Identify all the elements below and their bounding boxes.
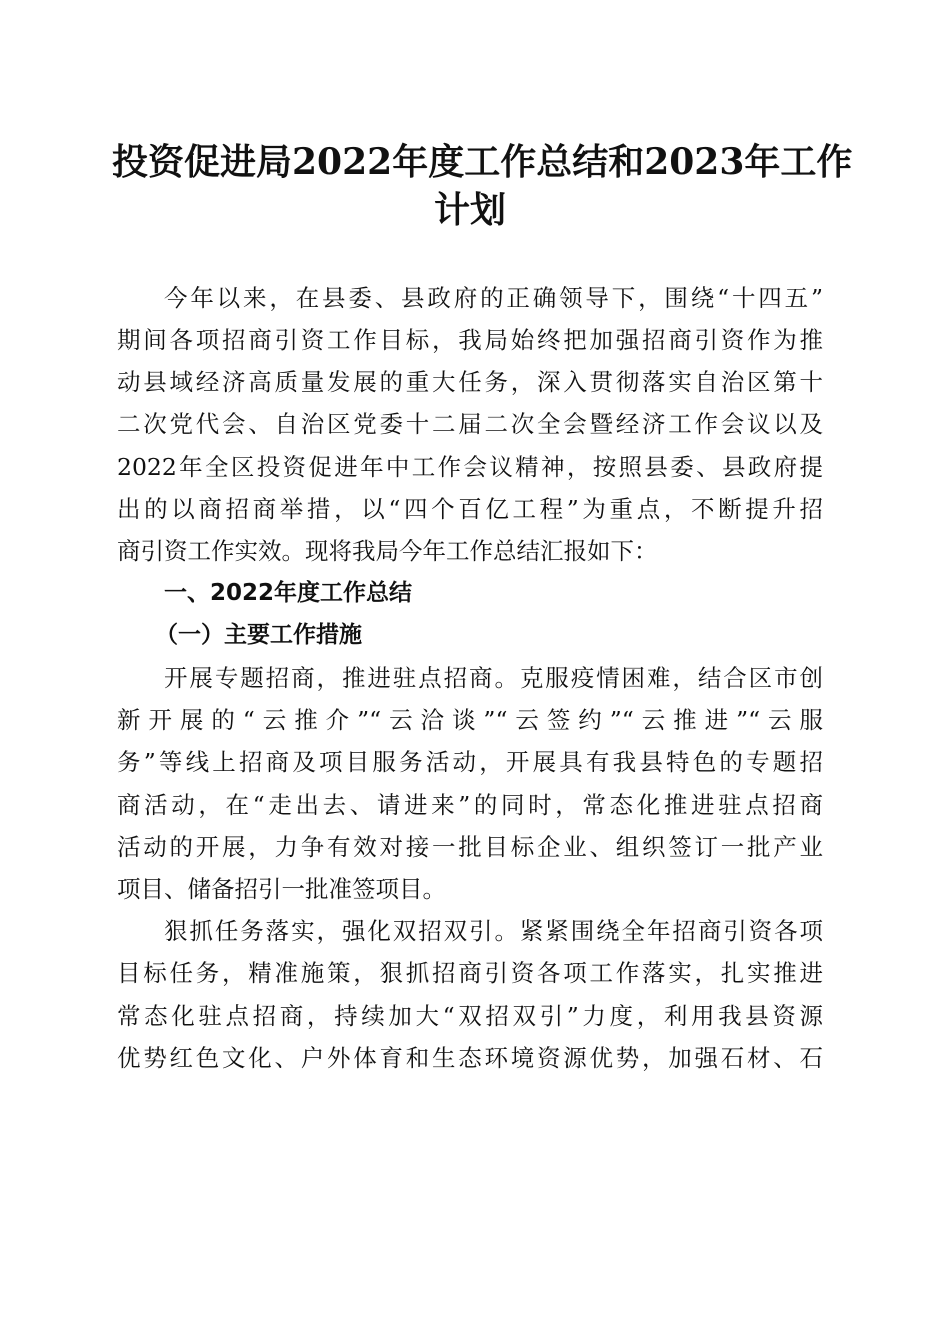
intro-line: 期间各项招商引资工作目标，我局始终把加强招商引资作为推 [117, 326, 823, 354]
paragraph-line: 常态化驻点招商，持续加大“双招双引”力度，利用我县资源 [117, 1002, 823, 1030]
document-title-line-1: 投资促进局2022年度工作总结和2023年工作 [112, 141, 853, 183]
paragraph-line: 目标任务，精准施策，狠抓招商引资各项工作落实，扎实推进 [117, 959, 823, 987]
intro-line: 今年以来，在县委、县政府的正确领导下，围绕“十四五” [164, 284, 823, 312]
paragraph-line: 开展专题招商，推进驻点招商。克服疫情困难，结合区市创 [164, 664, 823, 692]
paragraph-line: 优势红色文化、户外体育和生态环境资源优势，加强石材、石 [117, 1044, 823, 1072]
intro-line: 商引资工作实效。现将我局今年工作总结汇报如下： [117, 537, 658, 565]
intro-line: 二次党代会、自治区党委十二届二次全会暨经济工作会议以及 [117, 410, 823, 438]
paragraph-line: 商活动，在“走出去、请进来”的同时，常态化推进驻点招商 [117, 791, 823, 819]
section-heading: 一、2022年度工作总结 [164, 580, 413, 606]
paragraph-line: 狠抓任务落实，强化双招双引。紧紧围绕全年招商引资各项 [164, 917, 823, 945]
paragraph-line: 新开展的“云推介”“云洽谈”“云签约”“云推进”“云服 [117, 706, 823, 734]
paragraph-line: 项目、储备招引一批准签项目。 [117, 875, 446, 903]
paragraph-line: 务”等线上招商及项目服务活动，开展具有我县特色的专题招 [117, 748, 823, 776]
intro-line: 动县域经济高质量发展的重大任务，深入贯彻落实自治区第十 [117, 368, 823, 396]
intro-line: 2022年全区投资促进年中工作会议精神，按照县委、县政府提 [117, 453, 823, 481]
document-title-line-2: 计划 [433, 189, 506, 231]
intro-line: 出的以商招商举措，以“四个百亿工程”为重点，不断提升招 [117, 495, 823, 523]
subsection-heading: （一）主要工作措施 [155, 621, 362, 648]
paragraph-line: 活动的开展，力争有效对接一批目标企业、组织签订一批产业 [117, 833, 823, 861]
